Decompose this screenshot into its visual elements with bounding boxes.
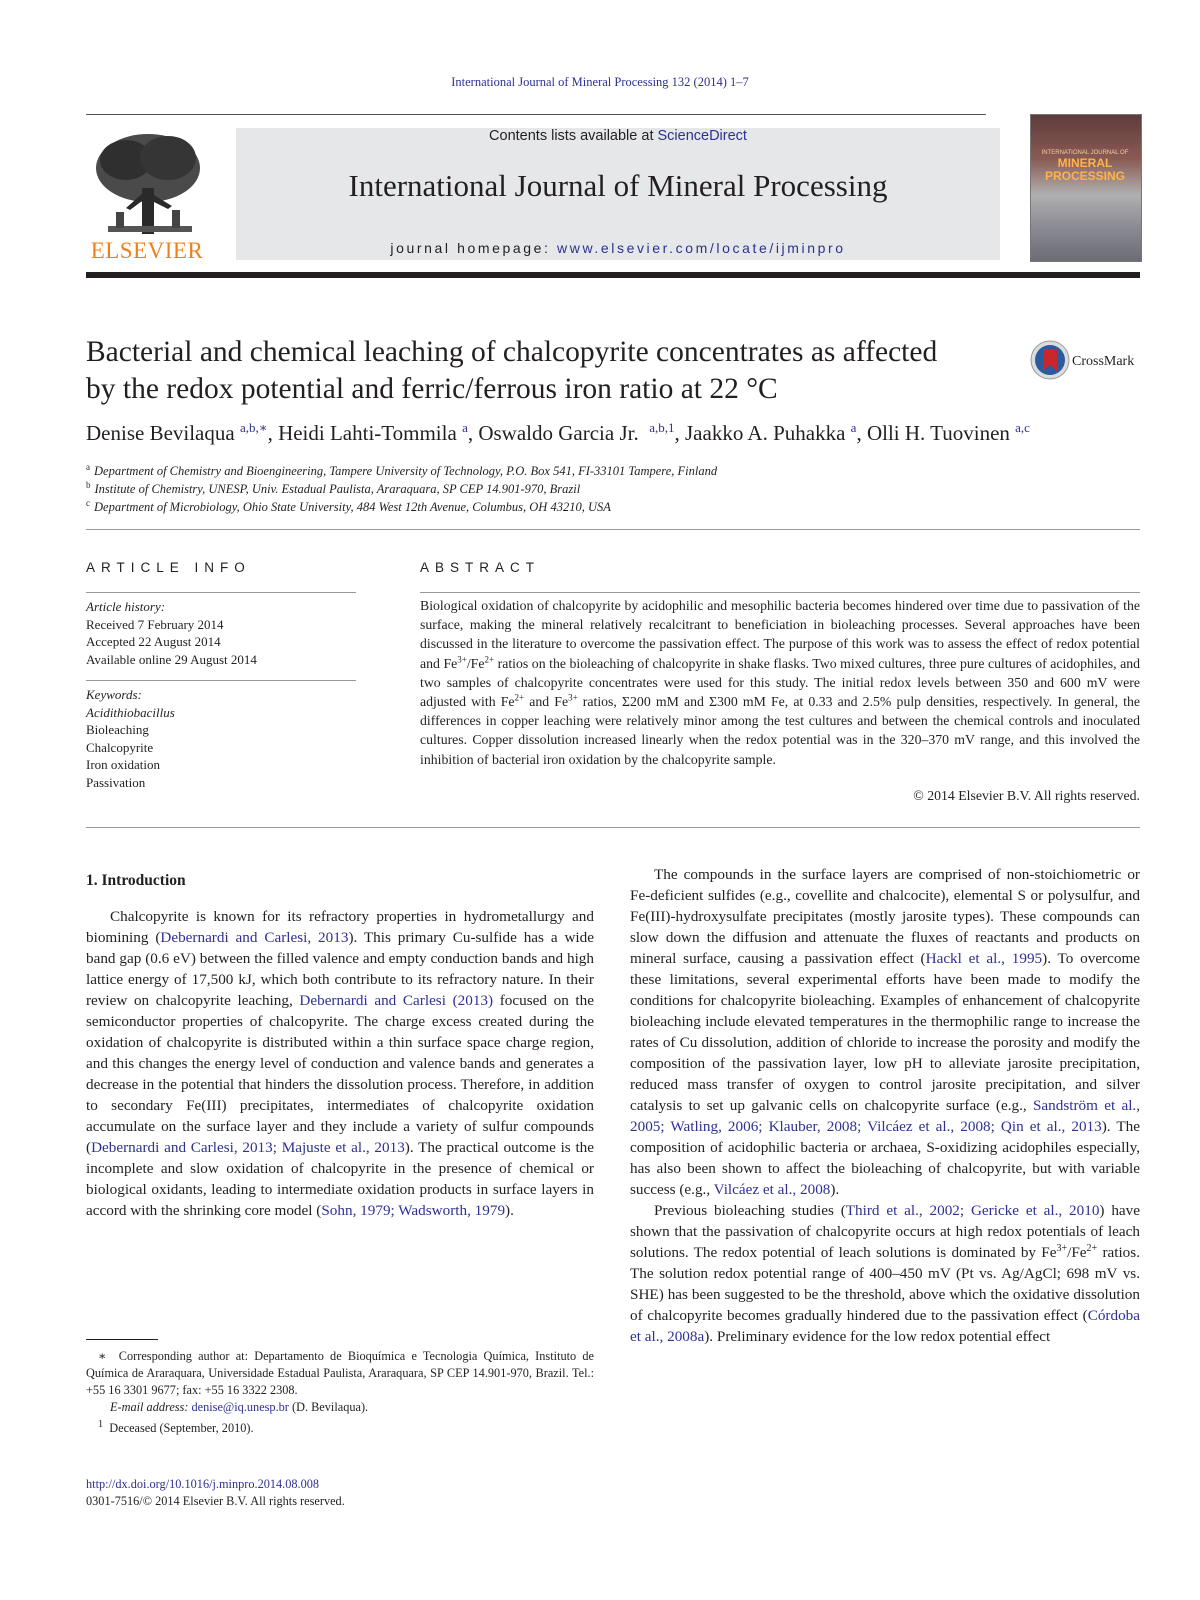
affiliation: $^a$ Department of Chemistry and Bioengineering, Tampere University of Technology, P.O. Box 541, FI-33101 Tampere, Finland [86, 462, 718, 479]
affiliation: $^b$ Institute of Chemistry, UNESP, Univ. Estadual Paulista, Araraquara, SP CEP 14.901-970, Brazil [86, 480, 581, 497]
author-affiliation-marks[interactable]: a,b,∗ [239, 420, 268, 435]
keywords-rule [86, 680, 356, 681]
abstract-text: Biological oxidation of chalcopyrite by acidophilic and mesophilic bacteria becomes hindered over time due to passivation of the surface, making the mineral relatively recalcitrant to beneficiation in bioleaching processes. Several approaches have been discussed in the literature to overcome the passivation effect. The purpose of this work was to assess the effect of redox potential and $Fe^{3+}/Fe^{2+}$ ratios on the bioleaching of chalcopyrite in shake flasks. Two mixed cultures, three pure cultures of acidophiles, and two samples of chalcopyrite concentrates were used for this study. The initial redox levels between 350 and 600 mV were adjusted with $Fe^{2+}$ and $Fe^{3+}$ ratios, Σ200 mM and Σ300 mM Fe, at 0.33 and 2.5% pulp densities, respectively. In general, the differences in copper leaching were relatively minor among the test cultures and between the chemical controls and inoculated cultures. Copper dissolution increased linearly when the redox potential was in the 320–370 mV range, and this involved the inhibition of bacterial iron oxidation by the chalcopyrite sample. [420, 598, 1141, 767]
keyword: Passivation [86, 774, 146, 790]
citation-link[interactable]: Debernardi and Carlesi (2013) [299, 992, 494, 1009]
keyword: Bioleaching [86, 722, 149, 737]
author-name[interactable]: Heidi Lahti-Tommila [278, 421, 457, 445]
paragraph: Previous bioleaching studies (Third et al., 2002; Gericke et al., 2010) have shown that the passivation of chalcopyrite occurs at high redox potentials of leach solutions. The redox potential of leach solutions is dominated by $Fe^{3+}/Fe^{2+}$ ratios. The solution redox potential range of 400–450 mV (Pt vs. Ag/AgCl; 698 mV vs. SHE) has been suggested to be the threshold, above which the oxidative dissolution of chalcopyrite becomes gradually hindered due to the passivation effect (Córdoba et al., 2008a). Preliminary evidence for the low redox potential effect [630, 1202, 1140, 1345]
author-list: Denise Bevilaqua $^{a,b,∗}$, Heidi Lahti-Tommila $^a$, Oswaldo Garcia Jr. $^{a,b,1}$, Jaakko A. Puhakka $^a$, Olli H. Tuovinen $^{a,c}$ [86, 420, 1030, 445]
author-affiliation-marks[interactable]: a [462, 420, 468, 435]
citation-link[interactable]: Vilcáez et al., 2008 [713, 1181, 831, 1198]
abstract-copyright: © 2014 Elsevier B.V. All rights reserved. [913, 788, 1140, 803]
sciencedirect-link[interactable]: ScienceDirect [657, 128, 747, 144]
author-name[interactable]: Oswaldo Garcia Jr. [478, 421, 639, 445]
top-rule [86, 114, 986, 115]
article-info-heading: ARTICLE INFO [86, 560, 251, 575]
paragraph: Chalcopyrite is known for its refractory properties in hydrometallurgy and biomining (Debernardi and Carlesi, 2013). This primary Cu-sulfide has a wide band gap (0.6 eV) between the filled valence and empty conduction bands and high lattice energy of 17,500 kJ, which both contribute to its refractory nature. In their review on chalcopyrite leaching, Debernardi and Carlesi (2013) focused on the semiconductor properties of chalcopyrite. The charge excess created during the oxidation of chalcopyrite is distributed within a thin surface space charge region, and this changes the energy level of conduction and valence bands and generates a decrease in the potential that hinders the dissolution process. Therefore, in addition to secondary Fe(III) precipitates, intermediates of chalcopyrite oxidation accumulate on the surface layer and they include a variety of sulfur compounds (Debernardi and Carlesi, 2013; Majuste et al., 2013). The practical outcome is the incomplete and slow oxidation of chalcopyrite in the presence of chemical or biological oxidants, leading to intermediate oxidation products in surface layers in accord with the shrinking core model (Sohn, 1979; Wadsworth, 1979). [86, 908, 594, 1219]
citation-link[interactable]: Sohn, 1979; Wadsworth, 1979 [321, 1202, 506, 1219]
keyword: Acidithiobacillus [86, 704, 175, 720]
contents-line: Contents lists available at ScienceDirect [489, 128, 747, 144]
journal-homepage-line: journal homepage: www.elsevier.com/locate/ijminpro [390, 240, 846, 256]
running-head[interactable]: International Journal of Mineral Processing 132 (2014) 1–7 [451, 75, 749, 89]
citation-link[interactable]: Córdoba et al., 2008a [630, 1307, 1140, 1345]
crossmark-icon[interactable] [1030, 340, 1070, 380]
issn-line: 0301-7516/© 2014 Elsevier B.V. All rights reserved. [86, 1494, 345, 1508]
email-note: E-mail address: denise@iq.unesp.br (D. Bevilaqua). [110, 1400, 369, 1414]
author-affiliation-marks[interactable]: a [850, 420, 857, 435]
abstract-rule [420, 592, 1140, 593]
keyword: Iron oxidation [86, 757, 161, 772]
intro-left-column [86, 906, 594, 1221]
author-name[interactable]: Denise Bevilaqua [86, 421, 235, 445]
citation-link[interactable]: Third et al., 2002; Gericke et al., 2010 [845, 1202, 1100, 1219]
header-divider [86, 272, 1140, 278]
affiliations-divider [86, 529, 1140, 530]
section-heading-introduction: 1. Introduction [86, 872, 186, 889]
journal-cover-title: INTERNATIONAL JOURNAL OF MINERAL PROCESSING [1041, 150, 1129, 183]
footnotes [86, 1348, 594, 1437]
citation-link[interactable]: Debernardi and Carlesi, 2013; Majuste et al., 2013 [91, 1139, 405, 1156]
deceased-note: $^1$ Deceased (September, 2010). [98, 1419, 254, 1436]
abstract-heading: ABSTRACT [420, 560, 541, 575]
doi-block [86, 1476, 345, 1510]
paragraph: The compounds in the surface layers are comprised of non-stoichiometric or Fe-deficient sulfides (e.g., covellite and chalcocite), elemental S or polysulfur, and Fe(III)-hydroxysulfate precipitates (mostly jarosite types). These compounds can slow down the diffusion and attenuate the fluxes of reactants and products on mineral surface, causing a passivation effect (Hackl et al., 1995). To overcome these limitations, several experimental efforts have been made to modify the conditions for chalcopyrite bioleaching. Examples of enhancement of chalcopyrite bioleaching include elevated temperatures in the thermophilic range to increase the rates of Cu dissolution, addition of chloride to increase the porosity and modify the composition of the passivation layer, low pH to alleviate jarosite precipitation, reduced mass transfer of oxygen to control jarosite precipitation, and silver catalysis to set up galvanic cells on chalcopyrite surface (e.g., Sandström et al., 2005; Watling, 2006; Klauber, 2008; Vilcáez et al., 2008; Qin et al., 2013). The composition of acidophilic bacteria or archaea, S-oxidizing acidophiles especially, has also been shown to affect the bioleaching of chalcopyrite, but with variable success (e.g., Vilcáez et al., 2008). [630, 866, 1141, 1198]
author-name[interactable]: Olli H. Tuovinen [866, 421, 1010, 445]
journal-cover-image[interactable] [1030, 114, 1142, 262]
article-info-rule [86, 592, 356, 593]
article-title: Bacterial and chemical leaching of chalcopyrite concentrates as affected by the redox potential and ferric/ferrous iron ratio at 22 °C [86, 336, 938, 405]
corresponding-author-note: ∗ Corresponding author at: Departamento de Bioquímica e Tecnologia Química, Instituto de Química de Araraquara, Universidade Estadual Paulista, Araraquara, SP CEP 14.901-970, Brazil. Tel.: +55 16 3301 9677; fax: +55 16 3322 2308. [86, 1349, 594, 1397]
citation-link[interactable]: Sandström et al., 2005; Watling, 2006; Klauber, 2008; Vilcáez et al., 2008; Qin et al., 2013 [630, 1097, 1141, 1135]
keyword: Chalcopyrite [86, 739, 154, 755]
elsevier-wordmark: ELSEVIER [90, 238, 204, 263]
footnote-rule [86, 1339, 158, 1340]
author-affiliation-marks[interactable]: a,b,1 [649, 420, 675, 435]
crossmark-label[interactable]: CrossMark [1072, 354, 1135, 369]
article-history: Article history: Received 7 February 2014 Accepted 22 August 2014 Available online 29 August 2014 [86, 599, 257, 667]
author-name[interactable]: Jaakko A. Puhakka [685, 421, 846, 445]
citation-link[interactable]: Hackl et al., 1995 [925, 950, 1043, 967]
author-affiliation-marks[interactable]: a,c [1015, 420, 1030, 435]
keywords-block: Keywords: Acidithiobacillus Bioleaching Chalcopyrite Iron oxidation Passivation [86, 686, 356, 791]
affiliation: $^c$ Department of Microbiology, Ohio State University, 484 West 12th Avenue, Columbus, OH 43210, USA [86, 498, 611, 515]
doi-link[interactable]: http://dx.doi.org/10.1016/j.minpro.2014.08.008 [86, 1477, 320, 1491]
citation-link[interactable]: Debernardi and Carlesi, 2013 [160, 929, 349, 946]
journal-homepage-link[interactable]: www.elsevier.com/locate/ijminpro [557, 240, 846, 256]
journal-title: International Journal of Mineral Processing [348, 168, 888, 203]
intro-right-column [630, 864, 1140, 1347]
abstract-divider [86, 827, 1140, 828]
email-link[interactable]: denise@iq.unesp.br [191, 1400, 289, 1414]
